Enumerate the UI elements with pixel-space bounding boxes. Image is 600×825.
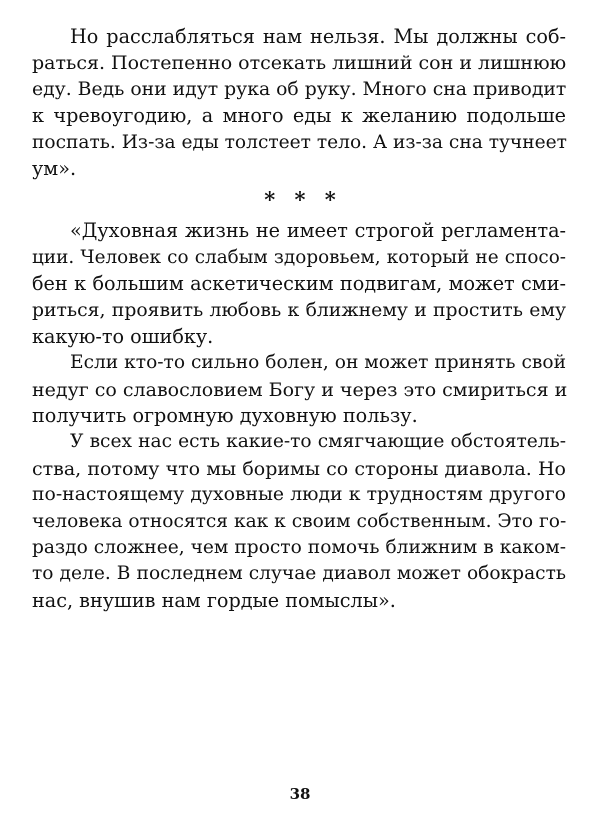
text-line: Но расслабляться нам нельзя. Мы должны соб- <box>70 25 566 48</box>
text-line: бен к большим аскетическим подвигам, может сми- <box>32 272 566 296</box>
paragraph-3 <box>32 350 566 429</box>
text-line: Если кто-то сильно болен, он может принять свой <box>70 352 566 374</box>
text-line: У всех нас есть какие-то смягчающие обстоятель- <box>70 431 566 453</box>
text-line: человека относятся как к своим собственным. Это го- <box>32 510 567 532</box>
section-separator: * * * <box>264 187 342 213</box>
text-line: ум». <box>32 156 77 180</box>
text-line: поспать. Из-за еды толстеет тело. А из-за сна тучнеет <box>32 131 567 153</box>
text-line: риться, проявить любовь к ближнему и простить ему <box>32 299 566 321</box>
text-line: раздо сложнее, чем просто помочь ближним в каком- <box>32 537 566 559</box>
text-line: раться. Постепенно отсекать лишний сон и лишнюю <box>32 52 567 75</box>
paragraph-4 <box>32 429 566 614</box>
page-number: 38 <box>289 785 311 803</box>
text-line: какую-то ошибку. <box>32 324 214 348</box>
paragraph-2 <box>32 218 566 350</box>
text-line: получить огромную духовную пользу. <box>32 404 418 428</box>
text-line: недуг со славословием Богу и через это смириться и <box>32 378 568 401</box>
text-line: еду. Ведь они идут рука об руку. Много сна приводит <box>32 78 567 100</box>
text-line: ции. Человек со слабым здоровьем, который не спосо- <box>32 246 566 268</box>
text-line: нас, внушив нам гордые помыслы». <box>32 588 396 612</box>
text-line: то деле. В последнем случае диавол может обокрасть <box>32 563 566 585</box>
paragraph-1 <box>32 24 566 182</box>
text-line: к чревоугодию, а много еды к желанию подольше <box>32 104 566 128</box>
page-text <box>32 24 566 614</box>
text-line: по-настоящему духовные люди к трудностям другого <box>32 484 566 506</box>
text-line: ства, потому что мы боримы со стороны диавола. Но <box>32 457 566 480</box>
text-line: «Духовная жизнь не имеет строгой регламента- <box>70 219 566 243</box>
